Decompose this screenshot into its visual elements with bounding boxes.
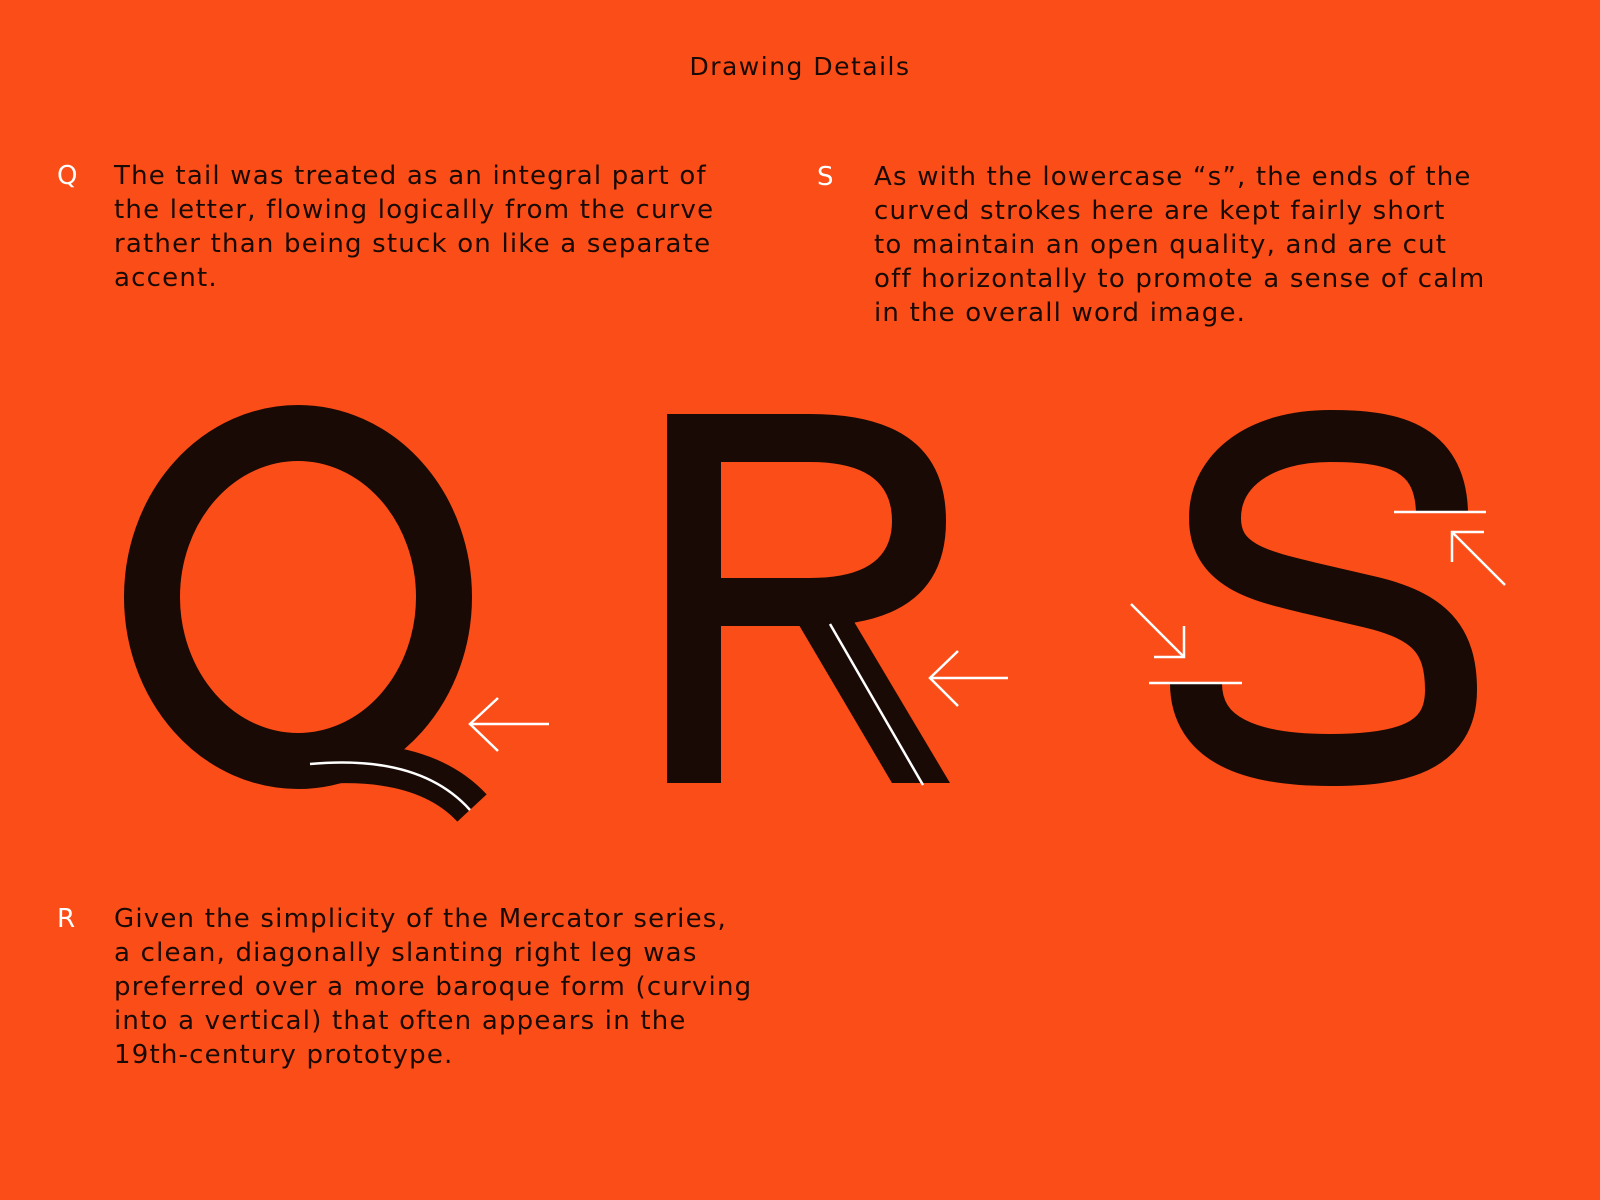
note-r-line: 19th-century prototype. — [114, 1040, 454, 1070]
note-r-line: into a vertical) that often appears in the — [114, 1006, 687, 1036]
note-s-line: to maintain an open quality, and are cut — [874, 230, 1448, 260]
q-arrow-icon — [470, 698, 549, 751]
note-r-line: Given the simplicity of the Mercator series, — [114, 904, 727, 934]
letter-r-leg — [796, 620, 950, 783]
note-s-line: As with the lowercase “s”, the ends of the — [874, 162, 1472, 192]
note-q-line: The tail was treated as an integral part of — [114, 161, 707, 191]
s-arrow-top-icon — [1452, 532, 1505, 585]
letter-r-bowl — [694, 414, 946, 626]
note-q-line: rather than being stuck on like a separate — [114, 229, 712, 259]
note-q-line: accent. — [114, 263, 218, 293]
note-q-key: Q — [57, 161, 79, 191]
note-s-key: S — [817, 162, 835, 192]
note-q-line: the letter, flowing logically from the curve — [114, 195, 715, 225]
s-arrow-bottom-icon — [1131, 604, 1184, 657]
letter-q-bowl — [152, 433, 444, 761]
note-r-line: a clean, diagonally slanting right leg was — [114, 938, 698, 968]
note-s-line: off horizontally to promote a sense of calm — [874, 264, 1486, 294]
note-r-line: preferred over a more baroque form (curving — [114, 972, 753, 1002]
note-r-key: R — [57, 904, 77, 934]
page-title: Drawing Details — [689, 52, 911, 81]
note-s-line: in the overall word image. — [874, 298, 1247, 328]
r-arrow-icon — [930, 651, 1008, 706]
r-leg-highlight — [830, 624, 923, 785]
note-s-line: curved strokes here are kept fairly short — [874, 196, 1446, 226]
letter-s — [1196, 436, 1451, 760]
